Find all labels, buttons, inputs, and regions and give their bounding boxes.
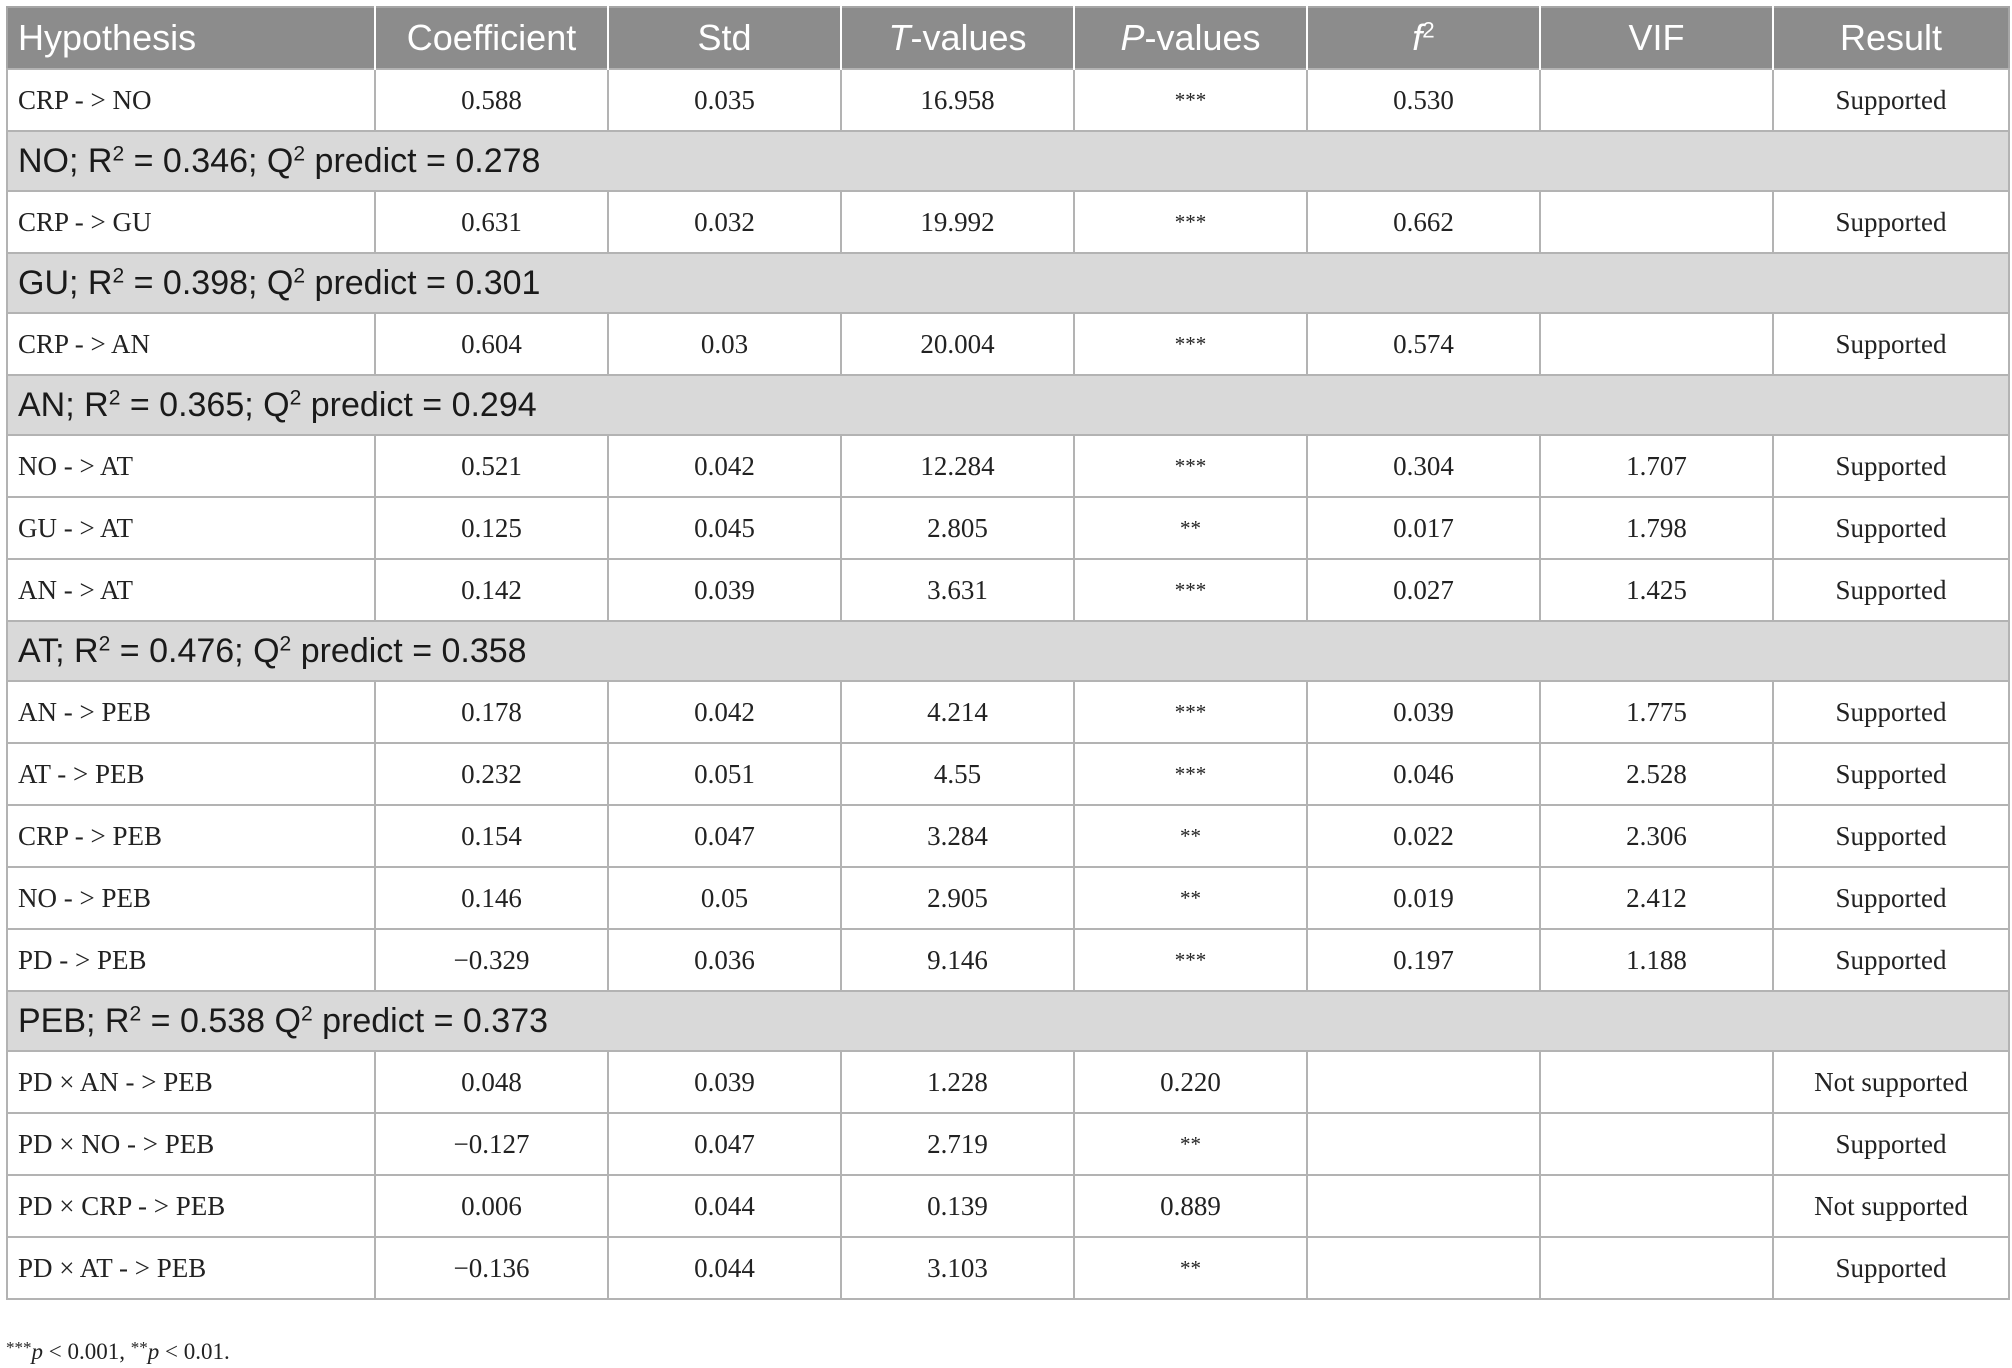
cell-vif: 1.707 [1540, 435, 1773, 497]
cell-hypothesis: PD × CRP - > PEB [7, 1175, 375, 1237]
cell-coefficient: 0.178 [375, 681, 608, 743]
cell-vif: 1.798 [1540, 497, 1773, 559]
cell-hypothesis: CRP - > AN [7, 313, 375, 375]
cell-coefficient: 0.125 [375, 497, 608, 559]
cell-hypothesis: AN - > AT [7, 559, 375, 621]
cell-result: Supported [1773, 497, 2009, 559]
cell-hypothesis: CRP - > PEB [7, 805, 375, 867]
cell-hypothesis: CRP - > NO [7, 69, 375, 131]
group-label-part: predict = 0.373 [312, 1001, 549, 1040]
cell-vif: 1.188 [1540, 929, 1773, 991]
cell-p-value: ** [1074, 867, 1307, 929]
header-p-rest: -values [1144, 17, 1261, 58]
cell-coefficient: −0.136 [375, 1237, 608, 1299]
group-row [7, 621, 2009, 681]
cell-t-value: 20.004 [841, 313, 1074, 375]
table-row [7, 1051, 2009, 1113]
cell-coefficient: 0.232 [375, 743, 608, 805]
table-row [7, 1175, 2009, 1237]
cell-t-value: 1.228 [841, 1051, 1074, 1113]
cell-result: Supported [1773, 191, 2009, 253]
header-t-values [841, 7, 1074, 69]
cell-t-value: 3.631 [841, 559, 1074, 621]
cell-t-value: 2.719 [841, 1113, 1074, 1175]
cell-p-value: *** [1074, 743, 1307, 805]
cell-f2 [1307, 1051, 1540, 1113]
cell-vif [1540, 1051, 1773, 1113]
cell-t-value: 3.284 [841, 805, 1074, 867]
cell-vif: 2.306 [1540, 805, 1773, 867]
group-label-sup: 2 [300, 1001, 313, 1025]
cell-p-value: *** [1074, 69, 1307, 131]
cell-coefficient: 0.154 [375, 805, 608, 867]
table-row [7, 1237, 2009, 1299]
cell-std: 0.042 [608, 681, 841, 743]
cell-hypothesis: NO - > PEB [7, 867, 375, 929]
hypothesis-results-table [6, 6, 2010, 1300]
cell-f2: 0.039 [1307, 681, 1540, 743]
group-label-part: = 0.538 Q [141, 1001, 301, 1040]
header-p-values [1074, 7, 1307, 69]
group-label [7, 991, 2009, 1051]
footnote-text: < 0.01. [159, 1339, 230, 1364]
cell-result: Supported [1773, 435, 2009, 497]
cell-f2: 0.017 [1307, 497, 1540, 559]
cell-coefficient: 0.631 [375, 191, 608, 253]
group-label-part: GU; R [18, 263, 113, 302]
cell-std: 0.036 [608, 929, 841, 991]
cell-vif [1540, 1113, 1773, 1175]
table-row [7, 497, 2009, 559]
group-label-sup: 2 [98, 631, 111, 655]
cell-p-value: 0.220 [1074, 1051, 1307, 1113]
cell-hypothesis: NO - > AT [7, 435, 375, 497]
cell-std: 0.047 [608, 805, 841, 867]
cell-coefficient: 0.142 [375, 559, 608, 621]
table-row [7, 69, 2009, 131]
cell-f2: 0.022 [1307, 805, 1540, 867]
cell-vif: 2.528 [1540, 743, 1773, 805]
header-p-letter: P [1120, 17, 1145, 58]
group-label-part: AT; R [18, 631, 99, 670]
header-coefficient: Coefficient [375, 7, 608, 69]
cell-coefficient: 0.006 [375, 1175, 608, 1237]
cell-p-value: *** [1074, 435, 1307, 497]
header-f2 [1307, 7, 1540, 69]
cell-t-value: 0.139 [841, 1175, 1074, 1237]
cell-result: Supported [1773, 69, 2009, 131]
cell-coefficient: −0.127 [375, 1113, 608, 1175]
cell-std: 0.03 [608, 313, 841, 375]
group-label-part: = 0.346; Q [124, 141, 294, 180]
cell-vif [1540, 1175, 1773, 1237]
group-row [7, 991, 2009, 1051]
table-row [7, 743, 2009, 805]
table-row [7, 1113, 2009, 1175]
table-row [7, 191, 2009, 253]
group-label-part: predict = 0.294 [301, 385, 537, 424]
cell-f2 [1307, 1175, 1540, 1237]
cell-p-value: *** [1074, 313, 1307, 375]
cell-std: 0.045 [608, 497, 841, 559]
cell-result: Supported [1773, 929, 2009, 991]
group-label [7, 375, 2009, 435]
group-label [7, 621, 2009, 681]
cell-t-value: 2.905 [841, 867, 1074, 929]
cell-f2: 0.304 [1307, 435, 1540, 497]
header-vif: VIF [1540, 7, 1773, 69]
cell-t-value: 3.103 [841, 1237, 1074, 1299]
group-label-sup: 2 [279, 631, 292, 655]
cell-p-value: ** [1074, 1113, 1307, 1175]
cell-t-value: 4.55 [841, 743, 1074, 805]
header-std: Std [608, 7, 841, 69]
group-label-sup: 2 [112, 263, 125, 287]
cell-std: 0.044 [608, 1175, 841, 1237]
header-result: Result [1773, 7, 2009, 69]
cell-std: 0.044 [608, 1237, 841, 1299]
cell-t-value: 16.958 [841, 69, 1074, 131]
table-footnote [6, 1338, 230, 1365]
cell-f2: 0.530 [1307, 69, 1540, 131]
footnote-p: p [31, 1339, 43, 1364]
group-label-sup: 2 [108, 385, 121, 409]
group-label-part: = 0.476; Q [110, 631, 280, 670]
cell-vif [1540, 313, 1773, 375]
cell-p-value: ** [1074, 497, 1307, 559]
cell-t-value: 19.992 [841, 191, 1074, 253]
cell-coefficient: 0.048 [375, 1051, 608, 1113]
cell-std: 0.051 [608, 743, 841, 805]
group-label-part: predict = 0.278 [305, 141, 541, 180]
cell-f2: 0.197 [1307, 929, 1540, 991]
cell-t-value: 9.146 [841, 929, 1074, 991]
cell-vif [1540, 191, 1773, 253]
table-row [7, 805, 2009, 867]
group-label [7, 131, 2009, 191]
cell-result: Not supported [1773, 1051, 2009, 1113]
cell-vif [1540, 1237, 1773, 1299]
cell-vif: 2.412 [1540, 867, 1773, 929]
group-label-part: PEB; R [18, 1001, 130, 1040]
header-f-sup: 2 [1422, 17, 1435, 43]
group-label-sup: 2 [293, 141, 306, 165]
cell-result: Supported [1773, 743, 2009, 805]
footnote-symbol: *** [6, 1338, 32, 1357]
cell-std: 0.032 [608, 191, 841, 253]
cell-f2 [1307, 1113, 1540, 1175]
group-label-part: NO; R [18, 141, 113, 180]
cell-hypothesis: AN - > PEB [7, 681, 375, 743]
cell-p-value: ** [1074, 805, 1307, 867]
cell-p-value: 0.889 [1074, 1175, 1307, 1237]
cell-result: Supported [1773, 559, 2009, 621]
cell-hypothesis: PD × NO - > PEB [7, 1113, 375, 1175]
cell-std: 0.039 [608, 1051, 841, 1113]
cell-result: Supported [1773, 681, 2009, 743]
cell-hypothesis: CRP - > GU [7, 191, 375, 253]
cell-f2: 0.574 [1307, 313, 1540, 375]
cell-result: Supported [1773, 313, 2009, 375]
cell-t-value: 12.284 [841, 435, 1074, 497]
header-f-letter: f [1412, 17, 1423, 58]
table-row [7, 929, 2009, 991]
cell-f2: 0.019 [1307, 867, 1540, 929]
cell-result: Supported [1773, 867, 2009, 929]
cell-std: 0.035 [608, 69, 841, 131]
cell-coefficient: 0.604 [375, 313, 608, 375]
cell-std: 0.047 [608, 1113, 841, 1175]
cell-f2: 0.027 [1307, 559, 1540, 621]
cell-result: Supported [1773, 1237, 2009, 1299]
cell-result: Supported [1773, 1113, 2009, 1175]
group-label-sup: 2 [112, 141, 125, 165]
group-label-sup: 2 [293, 263, 306, 287]
cell-p-value: ** [1074, 1237, 1307, 1299]
footnote-p: p [147, 1339, 160, 1364]
table-row [7, 435, 2009, 497]
header-row [7, 7, 2009, 69]
cell-std: 0.042 [608, 435, 841, 497]
cell-vif: 1.425 [1540, 559, 1773, 621]
cell-hypothesis: PD × AN - > PEB [7, 1051, 375, 1113]
table-row [7, 313, 2009, 375]
cell-f2: 0.662 [1307, 191, 1540, 253]
cell-p-value: *** [1074, 681, 1307, 743]
group-row [7, 253, 2009, 313]
group-label-sup: 2 [289, 385, 302, 409]
header-hypothesis: Hypothesis [7, 7, 375, 69]
table-row [7, 681, 2009, 743]
cell-hypothesis: AT - > PEB [7, 743, 375, 805]
group-row [7, 375, 2009, 435]
cell-t-value: 2.805 [841, 497, 1074, 559]
cell-std: 0.05 [608, 867, 841, 929]
group-row [7, 131, 2009, 191]
cell-f2: 0.046 [1307, 743, 1540, 805]
footnote-symbol: ** [130, 1338, 148, 1357]
cell-f2 [1307, 1237, 1540, 1299]
group-label-part: AN; R [18, 385, 109, 424]
cell-coefficient: 0.588 [375, 69, 608, 131]
results-table-container [6, 6, 2004, 1300]
cell-result: Supported [1773, 805, 2009, 867]
group-label-sup: 2 [129, 1001, 142, 1025]
cell-hypothesis: PD - > PEB [7, 929, 375, 991]
cell-t-value: 4.214 [841, 681, 1074, 743]
cell-hypothesis: PD × AT - > PEB [7, 1237, 375, 1299]
header-t-rest: -values [910, 17, 1027, 58]
cell-result: Not supported [1773, 1175, 2009, 1237]
group-label-part: = 0.365; Q [120, 385, 290, 424]
cell-p-value: *** [1074, 929, 1307, 991]
cell-std: 0.039 [608, 559, 841, 621]
cell-hypothesis: GU - > AT [7, 497, 375, 559]
group-label-part: predict = 0.358 [291, 631, 527, 670]
cell-coefficient: 0.521 [375, 435, 608, 497]
cell-vif: 1.775 [1540, 681, 1773, 743]
table-row [7, 559, 2009, 621]
group-label-part: = 0.398; Q [124, 263, 294, 302]
cell-p-value: *** [1074, 559, 1307, 621]
cell-coefficient: −0.329 [375, 929, 608, 991]
cell-coefficient: 0.146 [375, 867, 608, 929]
cell-p-value: *** [1074, 191, 1307, 253]
footnote-text: < 0.001, [43, 1339, 131, 1364]
group-label-part: predict = 0.301 [305, 263, 541, 302]
cell-vif [1540, 69, 1773, 131]
table-row [7, 867, 2009, 929]
header-t-letter: T [888, 17, 911, 58]
group-label [7, 253, 2009, 313]
